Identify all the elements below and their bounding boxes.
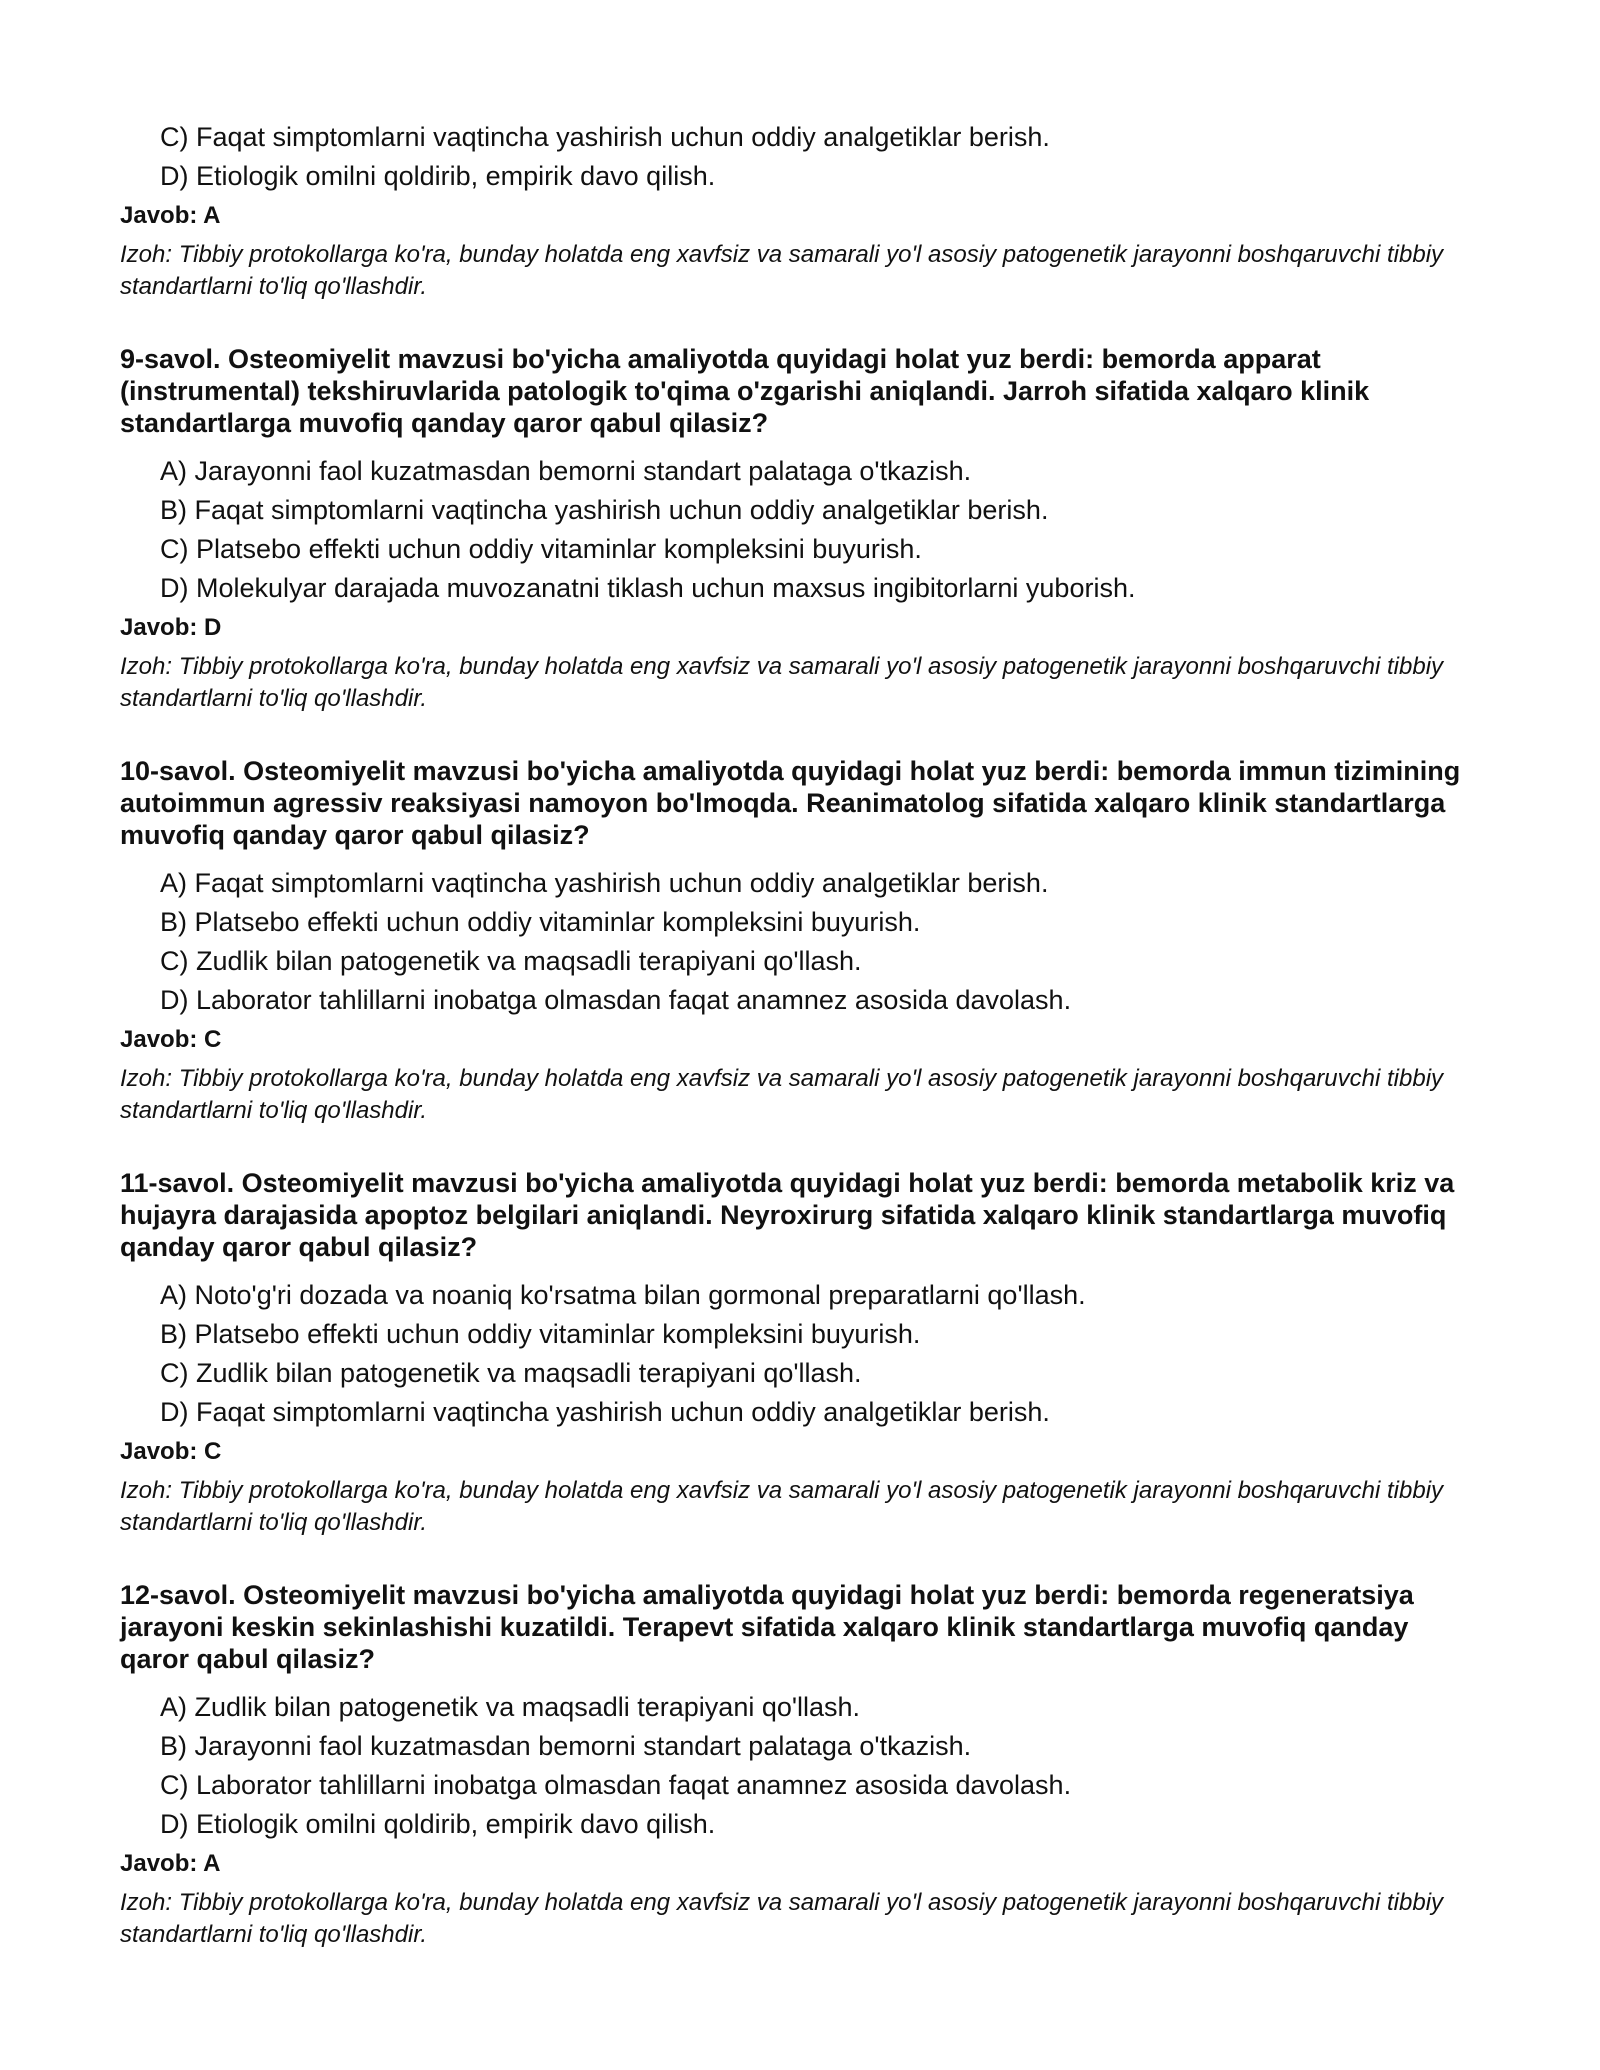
answer-label: Javob: D [120,614,222,641]
option-item: C) Platsebo effekti uchun oddiy vitaminlar kompleksini buyurish. [160,534,922,564]
answer-label: Javob: C [120,1026,222,1053]
option-item: B) Jarayonni faol kuzatmasdan bemorni standart palataga o'tkazish. [160,1731,972,1761]
option-item: C) Zudlik bilan patogenetik va maqsadli terapiyani qo'llash. [160,946,862,976]
option-item: B) Platsebo effekti uchun oddiy vitaminlar kompleksini buyurish. [160,1319,921,1349]
question-options [120,452,1480,608]
document-page [120,118,1480,1951]
option-item: A) Noto'g'ri dozada va noaniq ko'rsatma bilan gormonal preparatlarni qo'llash. [160,1280,1086,1310]
question-text: 10-savol. Osteomiyelit mavzusi bo'yicha amaliyotda quyidagi holat yuz berdi: bemorda immun tizimining autoimmun agressiv reaksiyasi namoyon bo'lmoqda. Reanimatolog sifatida xalqaro klinik standartlarga muvofiq qanday qaror qabul qilasiz? [120,756,1461,850]
option-item: D) Etiologik omilni qoldirib, empirik davo qilish. [160,161,716,191]
question-12 [120,1579,1480,1951]
option-item: B) Platsebo effekti uchun oddiy vitaminlar kompleksini buyurish. [160,907,921,937]
answer-label: Javob: A [120,202,221,229]
option-item: D) Etiologik omilni qoldirib, empirik davo qilish. [160,1809,716,1839]
explanation-note: Izoh: Tibbiy protokollarga ko'ra, bunday holatda eng xavfsiz va samarali yo'l asosiy patogenetik jarayonni boshqaruvchi tibbiy standartlarni to'liq qo'llashdir. [120,1889,1444,1948]
question-options [120,864,1480,1020]
question-options [120,1276,1480,1432]
question-text: 12-savol. Osteomiyelit mavzusi bo'yicha amaliyotda quyidagi holat yuz berdi: bemorda regeneratsiya jarayoni keskin sekinlashishi kuzatildi. Terapevt sifatida xalqaro klinik standartlarga muvofiq qanday qaror qabul qilasiz? [120,1580,1414,1674]
answer-label: Javob: C [120,1438,222,1465]
answer-label: Javob: A [120,1850,221,1877]
option-item: C) Laborator tahlillarni inobatga olmasdan faqat anamnez asosida davolash. [160,1770,1072,1800]
question-11 [120,1167,1480,1539]
explanation-note: Izoh: Tibbiy protokollarga ko'ra, bunday holatda eng xavfsiz va samarali yo'l asosiy patogenetik jarayonni boshqaruvchi tibbiy standartlarni to'liq qo'llashdir. [120,241,1444,300]
option-item: A) Jarayonni faol kuzatmasdan bemorni standart palataga o'tkazish. [160,456,972,486]
option-item: D) Laborator tahlillarni inobatga olmasdan faqat anamnez asosida davolash. [160,985,1072,1015]
option-item: A) Zudlik bilan patogenetik va maqsadli terapiyani qo'llash. [160,1692,861,1722]
explanation-note: Izoh: Tibbiy protokollarga ko'ra, bunday holatda eng xavfsiz va samarali yo'l asosiy patogenetik jarayonni boshqaruvchi tibbiy standartlarni to'liq qo'llashdir. [120,653,1444,712]
question-text: 9-savol. Osteomiyelit mavzusi bo'yicha amaliyotda quyidagi holat yuz berdi: bemorda apparat (instrumental) tekshiruvlarida patologik to'qima o'zgarishi aniqlandi. Jarroh sifatida xalqaro klinik standartlarga muvofiq qanday qaror qabul qilasiz? [120,344,1370,438]
explanation-note: Izoh: Tibbiy protokollarga ko'ra, bunday holatda eng xavfsiz va samarali yo'l asosiy patogenetik jarayonni boshqaruvchi tibbiy standartlarni to'liq qo'llashdir. [120,1065,1444,1124]
explanation-note: Izoh: Tibbiy protokollarga ko'ra, bunday holatda eng xavfsiz va samarali yo'l asosiy patogenetik jarayonni boshqaruvchi tibbiy standartlarni to'liq qo'llashdir. [120,1477,1444,1536]
question-text: 11-savol. Osteomiyelit mavzusi bo'yicha amaliyotda quyidagi holat yuz berdi: bemorda metabolik kriz va hujayra darajasida apoptoz belgilari aniqlandi. Neyroxirurg sifatida xalqaro klinik standartlarga muvofiq qanday qaror qabul qilasiz? [120,1168,1455,1262]
question-10 [120,755,1480,1127]
option-item: A) Faqat simptomlarni vaqtincha yashirish uchun oddiy analgetiklar berish. [160,868,1049,898]
option-item: C) Zudlik bilan patogenetik va maqsadli terapiyani qo'llash. [160,1358,862,1388]
option-item: D) Molekulyar darajada muvozanatni tiklash uchun maxsus ingibitorlarni yuborish. [160,573,1136,603]
question-9 [120,343,1480,715]
carryover-block [120,118,1480,303]
carryover-options [120,118,1480,196]
question-options [120,1688,1480,1844]
option-item: C) Faqat simptomlarni vaqtincha yashirish uchun oddiy analgetiklar berish. [160,122,1050,152]
option-item: D) Faqat simptomlarni vaqtincha yashirish uchun oddiy analgetiklar berish. [160,1397,1050,1427]
option-item: B) Faqat simptomlarni vaqtincha yashirish uchun oddiy analgetiklar berish. [160,495,1049,525]
